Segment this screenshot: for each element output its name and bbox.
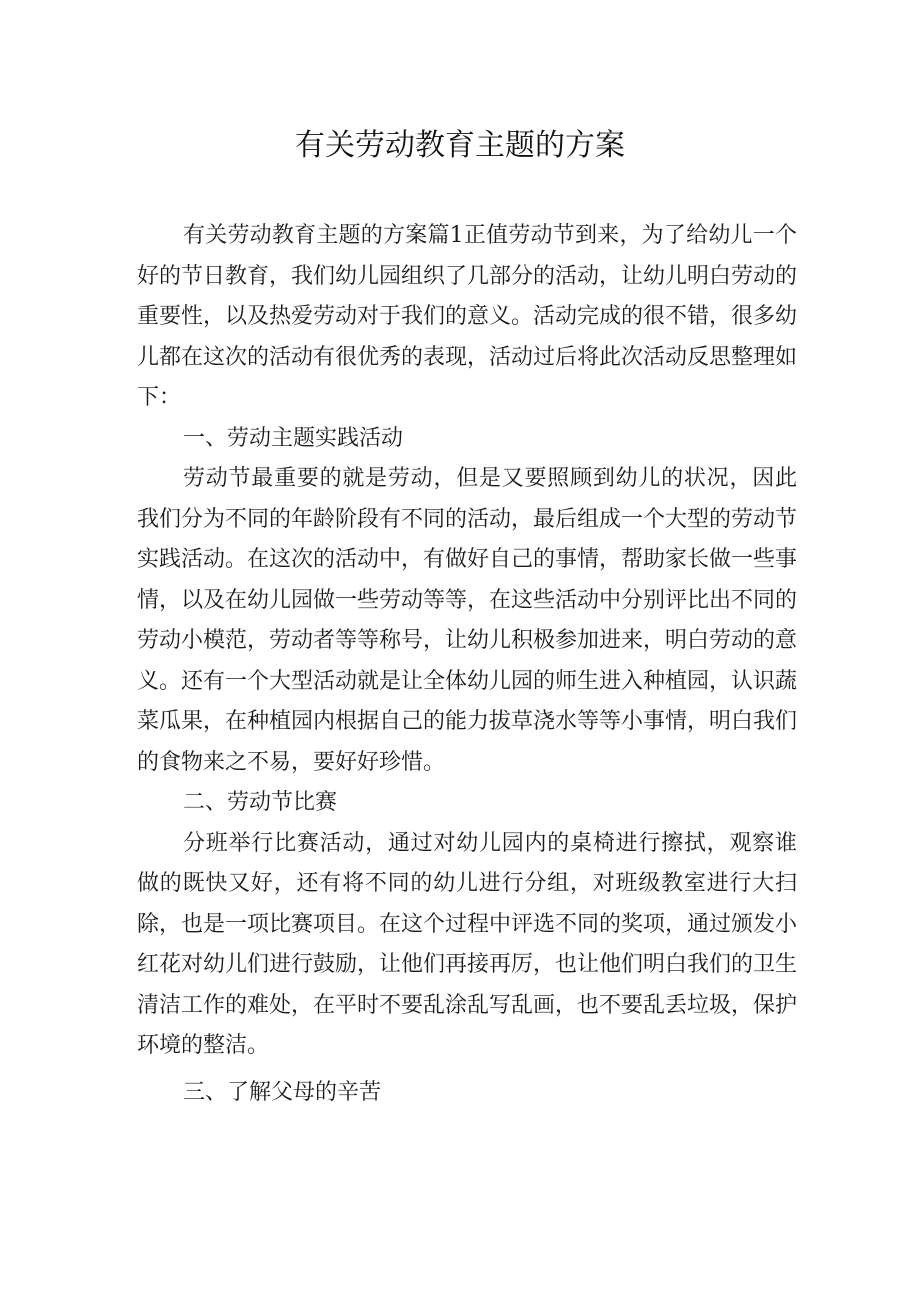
paragraph-section-1: 劳动节最重要的就是劳动，但是又要照顾到幼儿的状况，因此我们分为不同的年龄阶段有不同的活动，最后组成一个大型的劳动节实践活动。在这次的活动中，有做好自己的事情，帮助家长做一些事情，以及在幼儿园做一些劳动等等，在这些活动中分别评比出不同的劳动小模范，劳动者等等称号，让幼儿积极参加进来，明白劳动的意义。还有一个大型活动就是让全体幼儿园的师生进入种植园，认识蔬菜瓜果，在种植园内根据自己的能力拔草浇水等等小事情，明白我们的食物来之不易，要好好珍惜。	[137, 466, 798, 775]
section-heading-3: 三、了解父母的辛苦	[183, 1079, 382, 1105]
section-heading-2: 二、劳动节比赛	[183, 790, 338, 815]
paragraph-intro: 有关劳动教育主题的方案篇1正值劳动节到来，为了给幼儿一个好的节日教育，我们幼儿园组织了几部分的活动，让幼儿明白劳动的重要性，以及热爱劳动对于我们的意义。活动完成的很不错，很多幼儿都在这次的活动有很优秀的表现，活动过后将此次活动反思整理如下：	[137, 223, 798, 410]
section-heading-1: 一、劳动主题实践活动	[183, 425, 404, 451]
document-body	[137, 216, 797, 1113]
document-title: 有关劳动教育主题的方案	[295, 128, 625, 163]
paragraph-section-2: 分班举行比赛活动，通过对幼儿园内的桌椅进行擦拭，观察谁做的既快又好，还有将不同的幼儿进行分组，对班级教室进行大扫除，也是一项比赛项目。在这个过程中评选不同的奖项，通过颁发小红花对幼儿们进行鼓励，让他们再接再厉，也让他们明白我们的卫生清洁工作的难处，在平时不要乱涂乱写乱画，也不要乱丢垃圾，保护环境的整洁。	[137, 830, 798, 1058]
